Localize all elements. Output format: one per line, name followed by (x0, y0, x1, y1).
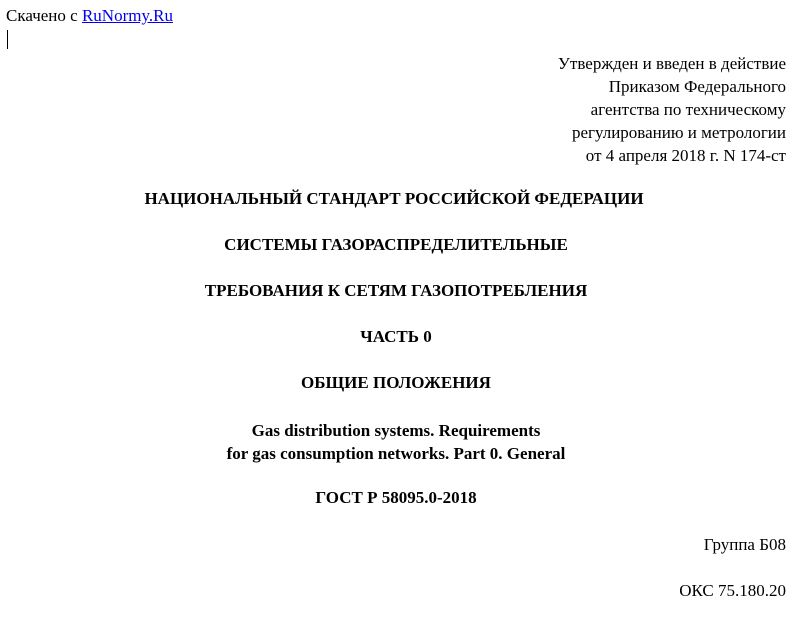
source-prefix: Скачено с (6, 6, 82, 25)
part-heading: ЧАСТЬ 0 (360, 327, 432, 346)
english-title-line: Gas distribution systems. Requirements (251, 421, 541, 440)
english-title-line: for gas consumption networks. Part 0. General (226, 444, 566, 463)
systems-heading: СИСТЕМЫ ГАЗОРАСПРЕДЕЛИТЕЛЬНЫЕ (224, 235, 568, 254)
text-cursor (7, 30, 8, 49)
approval-block (558, 52, 786, 167)
approval-line: Утвержден и введен в действие (557, 54, 786, 73)
source-link[interactable]: RuNormy.Ru (81, 6, 173, 25)
standard-heading: НАЦИОНАЛЬНЫЙ СТАНДАРТ РОССИЙСКОЙ ФЕДЕРАЦИИ (144, 189, 644, 208)
approval-line: агентства по техническому (590, 100, 786, 119)
requirements-heading: ТРЕБОВАНИЯ К СЕТЯМ ГАЗОПОТРЕБЛЕНИЯ (204, 281, 588, 300)
source-line (6, 6, 173, 26)
gost-designation: ГОСТ Р 58095.0-2018 (315, 488, 477, 507)
group-code: Группа Б08 (703, 535, 786, 554)
general-heading: ОБЩИЕ ПОЛОЖЕНИЯ (301, 373, 491, 392)
english-title (0, 419, 792, 465)
approval-line: Приказом Федерального (608, 77, 786, 96)
approval-line: от 4 апреля 2018 г. N 174-ст (585, 146, 786, 165)
oks-code: ОКС 75.180.20 (679, 581, 786, 600)
approval-line: регулированию и метрологии (571, 123, 786, 142)
